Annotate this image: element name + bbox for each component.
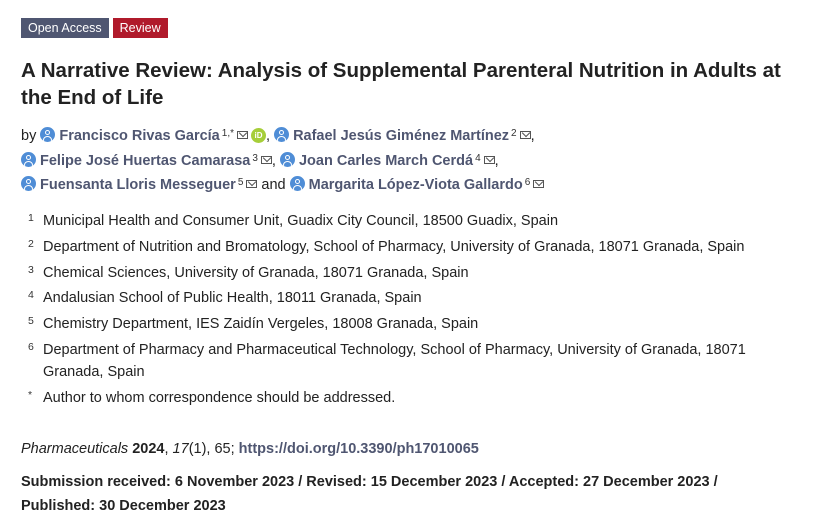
affiliation-text: Department of Nutrition and Bromatology, School of Pharmacy, University of Granada, 18071 Granada, Spain — [43, 238, 745, 255]
journal-name: Pharmaceuticals — [21, 441, 129, 457]
affiliation-text: Author to whom correspondence should be addressed. — [43, 390, 396, 407]
by-label: by — [21, 128, 37, 144]
open-access-badge[interactable]: Open Access — [21, 18, 109, 38]
affiliation-text: Chemical Sciences, University of Granada, 18071 Granada, Spain — [43, 264, 469, 281]
affiliation-superscript: 1,* — [221, 128, 234, 139]
person-icon — [274, 127, 289, 142]
affiliation-superscript: 4 — [475, 152, 481, 164]
affiliation-item — [28, 313, 788, 336]
affiliation-text: Municipal Health and Consumer Unit, Guadix City Council, 18500 Guadix, Spain — [43, 213, 559, 229]
citation-issue: (1) — [188, 441, 207, 457]
citation-line: Pharmaceuticals 2024, 17(1), 65; https://doi.org/10.3390/ph17010065 — [21, 441, 479, 457]
email-icon[interactable] — [237, 131, 248, 139]
doi-link[interactable]: https://doi.org/10.3390/ph17010065 — [238, 441, 479, 457]
author-francisco-rivas-garcia[interactable] — [40, 128, 266, 144]
author-joan-carles-march-cerda[interactable] — [280, 153, 495, 169]
affiliation-item — [28, 287, 788, 310]
affiliation-text: Andalusian School of Public Health, 18011 Granada, Spain — [43, 290, 422, 307]
person-icon — [21, 176, 36, 191]
author-name[interactable]: Joan Carles March Cerdá — [298, 152, 474, 169]
author-name[interactable]: Fuensanta Lloris Messeguer — [40, 177, 236, 193]
publication-dates: Submission received: 6 November 2023 / Revised: 15 December 2023 / Accepted: 27 December 2023 / Published: 30 December 2023 — [21, 474, 718, 514]
author-name[interactable]: Margarita López-Viota Gallardo — [308, 177, 523, 193]
person-icon — [40, 127, 55, 142]
affiliation-text: Chemistry Department, IES Zaidín Vergeles, 18008 Granada, Spain — [43, 316, 479, 333]
badge-group — [21, 18, 168, 38]
citation-volume: 17 — [172, 441, 189, 457]
affiliation-item — [28, 210, 788, 233]
affiliation-number: 2 — [28, 237, 34, 250]
affiliation-number: 3 — [28, 263, 34, 276]
author-name[interactable]: Rafael Jesús Giménez Martínez — [293, 128, 510, 144]
person-icon — [280, 152, 295, 167]
person-icon — [21, 152, 36, 167]
author-name[interactable]: Felipe José Huertas Camarasa — [40, 152, 251, 169]
author-margarita-lopez-viota-gallardo[interactable] — [290, 177, 545, 193]
affiliation-number: 5 — [28, 315, 34, 328]
affiliation-number: 4 — [28, 289, 34, 302]
correspondence-note — [28, 387, 788, 410]
review-badge[interactable]: Review — [113, 18, 168, 38]
affiliation-item — [28, 236, 788, 259]
person-icon — [290, 176, 305, 191]
email-icon[interactable] — [246, 180, 257, 188]
affiliation-text: Department of Pharmacy and Pharmaceutical Technology, School of Pharmacy, University of Granada, 18071 Granada, Spain — [43, 341, 746, 381]
author-list: by Francisco Rivas García $^{1,*}$ iD , Rafael Jesús Giménez Martínez $^2$ , Felipe José Huertas Camarasa $^3$ , Joan Carles March Cerdá $^4$ , Fuensanta Lloris Messeguer $^5$ and Margarita López-Viota Gallardo $^6$ — [21, 123, 811, 197]
affiliation-number: 1 — [28, 212, 34, 224]
affiliation-superscript: 3 — [252, 152, 258, 164]
email-icon[interactable] — [520, 131, 531, 139]
affiliation-superscript: 2 — [511, 128, 517, 139]
affiliation-number: * — [28, 389, 33, 402]
email-icon[interactable] — [261, 156, 272, 164]
email-icon[interactable] — [533, 180, 544, 188]
affiliation-superscript: 5 — [237, 177, 244, 188]
affiliation-superscript: 6 — [524, 177, 531, 188]
citation-article: , 65; — [206, 441, 239, 457]
orcid-icon[interactable]: iD — [251, 128, 266, 143]
author-felipe-jose-huertas-camarasa[interactable] — [21, 153, 272, 169]
affiliation-list — [28, 210, 788, 413]
author-fuensanta-lloris-messeguer[interactable] — [21, 177, 257, 193]
author-rafael-jesus-gimenez-martinez[interactable] — [274, 128, 531, 144]
affiliation-number: 6 — [28, 340, 34, 353]
email-icon[interactable] — [484, 156, 495, 164]
affiliation-item — [28, 339, 788, 384]
affiliation-item — [28, 262, 788, 285]
citation-year: 2024 — [132, 441, 165, 457]
author-name[interactable]: Francisco Rivas García — [59, 128, 220, 144]
and-label: and — [261, 177, 286, 193]
article-title: A Narrative Review: Analysis of Supplemental Parenteral Nutrition in Adults at the End of Life — [21, 59, 781, 109]
